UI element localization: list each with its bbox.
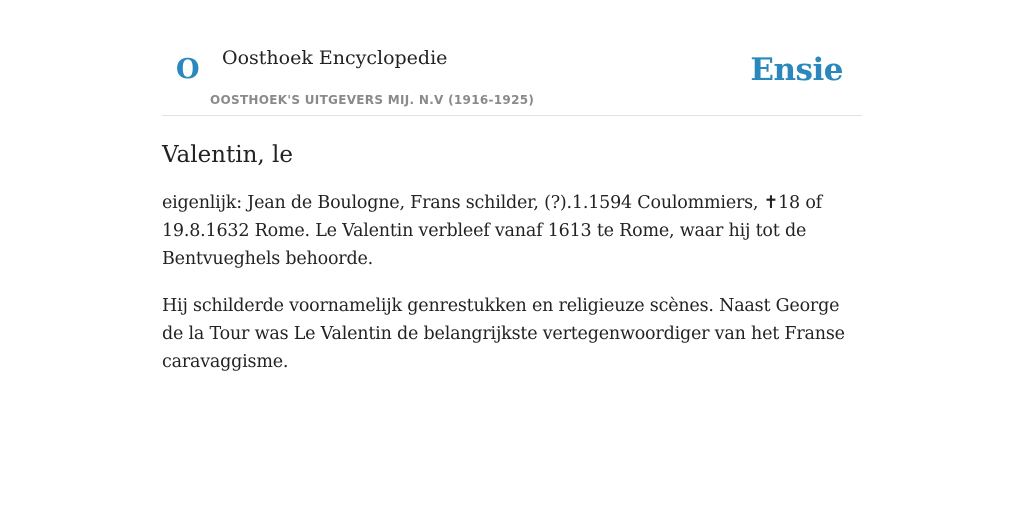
article-paragraph: eigenlijk: Jean de Boulogne, Frans schilder, (?).1.1594 Coulommiers, ✝18 of 19.8.1632 Rome. Le Valentin verbleef vanaf 1613 te Rome, waar hij tot de Bentvueghels behoorde. xyxy=(162,193,822,269)
publisher-label: OOSTHOEK'S UITGEVERS MIJ. N.V (1916-1925) xyxy=(210,93,535,107)
book-header xyxy=(162,44,862,116)
ensie-logo-link[interactable]: Ensie xyxy=(750,52,843,88)
book-logo[interactable]: O xyxy=(176,54,200,85)
article-paragraph: Hij schilderde voornamelijk genrestukken en religieuze scènes. Naast George de la Tour was Le Valentin de belangrijkste vertegenwoordiger van het Franse caravaggisme. xyxy=(162,296,845,372)
book-title[interactable]: Oosthoek Encyclopedie xyxy=(222,47,448,69)
article-title: Valentin, le xyxy=(162,142,293,168)
page xyxy=(162,0,862,376)
